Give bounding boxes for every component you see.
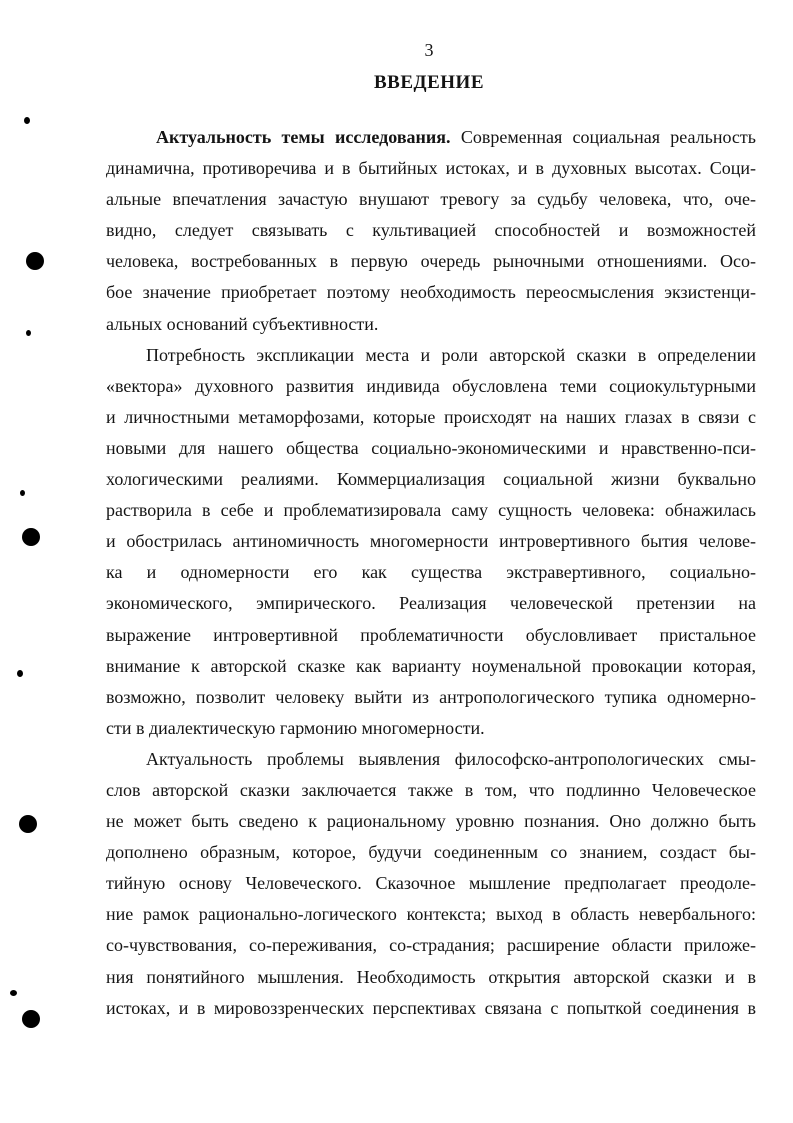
scan-mark bbox=[26, 330, 31, 336]
text-line: истоках, и в мировоззренческих перспективах связана с попыткой соединения в bbox=[106, 997, 756, 1018]
text-line: дополнено образным, которое, будучи соединенным со знанием, создаст бы- bbox=[106, 842, 756, 863]
page-title: ВВЕДЕНИЕ bbox=[374, 72, 484, 93]
text-line: альных оснований субъективности. bbox=[106, 313, 379, 334]
text-line: динамична, противоречива и в бытийных истоках, и в духовных высотах. Соци- bbox=[106, 158, 756, 179]
text-line: и обострилась антиномичность многомерности интровертивного бытия челове- bbox=[106, 531, 756, 552]
text-line: тийную основу Человеческого. Сказочное мышление предполагает преодоле- bbox=[106, 873, 756, 894]
scan-mark bbox=[10, 990, 17, 996]
scan-mark bbox=[17, 670, 23, 677]
text-line: ние рамок рационально-логического контекста; выход в область невербального: bbox=[106, 904, 756, 925]
text-line: человека, востребованных в первую очередь рыночными отношениями. Осо- bbox=[106, 251, 756, 272]
text-line: возможно, позволит человеку выйти из антропологического тупика одномерно- bbox=[106, 686, 756, 707]
scan-mark bbox=[24, 117, 30, 124]
text-line: Актуальность проблемы выявления философско-антропологических смы- bbox=[146, 748, 756, 769]
text-line: альные впечатления зачастую внушают тревогу за судьбу человека, что, оче- bbox=[106, 189, 756, 210]
text-line: хологическими реалиями. Коммерциализация социальной жизни буквально bbox=[106, 469, 756, 490]
binding-hole bbox=[22, 528, 40, 546]
section-heading: Актуальность темы исследования. bbox=[156, 127, 451, 147]
text-line: растворила в себе и проблематизировала саму сущность человека: обнажилась bbox=[106, 500, 756, 521]
text-line: ния понятийного мышления. Необходимость открытия авторской сказки и в bbox=[106, 966, 756, 987]
binding-hole bbox=[19, 815, 37, 833]
text-line: экономического, эмпирического. Реализация человеческой претензии на bbox=[106, 593, 756, 614]
text-line: слов авторской сказки заключается также в том, что подлинно Человеческое bbox=[106, 779, 756, 800]
binding-hole bbox=[22, 1010, 40, 1028]
text-line: сти в диалектическую гармонию многомерности. bbox=[106, 717, 485, 738]
text-line: видно, следует связывать с культивацией способностей и возможностей bbox=[106, 220, 756, 241]
text-line: новыми для нашего общества социально-экономическими и нравственно-пси- bbox=[106, 437, 756, 458]
text-line: Актуальность темы исследования. Современная социальная реальность bbox=[156, 127, 756, 147]
text-line: со-чувствования, со-переживания, со-страдания; расширение области приложе- bbox=[106, 935, 756, 956]
text-line: «вектора» духовного развития индивида обусловлена теми социокультурными bbox=[106, 375, 756, 396]
page-number: 3 bbox=[424, 40, 434, 60]
text-line: выражение интровертивной проблематичности обусловливает пристальное bbox=[106, 624, 756, 645]
text-line: внимание к авторской сказке как варианту ноуменальной провокации которая, bbox=[106, 655, 756, 676]
binding-hole bbox=[26, 252, 44, 270]
scan-mark bbox=[20, 490, 25, 496]
text-line: ка и одномерности его как существа экстравертивного, социально- bbox=[106, 562, 756, 583]
text-line: и личностными метаморфозами, которые происходят на наших глазах в связи с bbox=[106, 406, 756, 427]
text-line: Потребность экспликации места и роли авторской сказки в определении bbox=[146, 344, 756, 365]
body-text bbox=[106, 122, 756, 1024]
text-line: бое значение приобретает поэтому необходимость переосмысления экзистенци- bbox=[106, 282, 756, 303]
text-line: не может быть сведено к рациональному уровню познания. Оно должно быть bbox=[106, 811, 756, 832]
